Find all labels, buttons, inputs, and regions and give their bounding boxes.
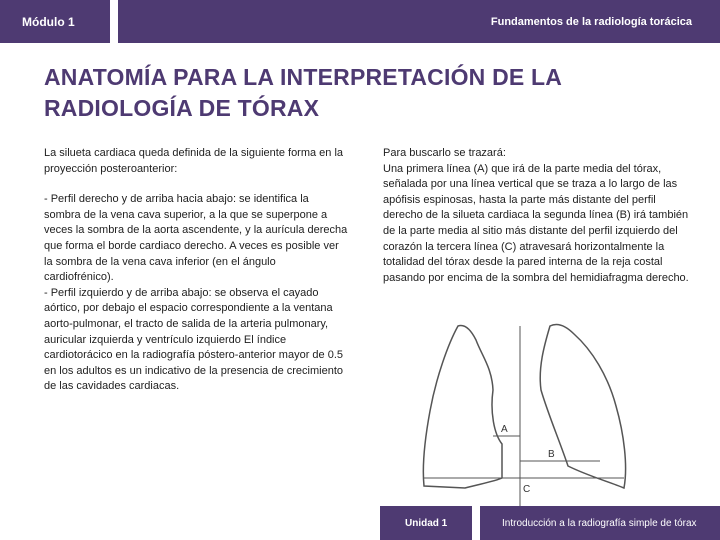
left-profile-paragraph: - Perfil izquierdo y de arriba abajo: se observa el cayado aórtico, por debajo el espacio correspondiente a la ventana aorto-pulmonar, el tracto de salida de la arteria pulmonary, auricular izquierda y ventrículo izquierdo El índice cardiotorácico en la radiografía póstero-anterior mayor de 0.5 en los adultos es un indicativo de la presencia de crecimiento de las cavidades cardiacas. [44,286,344,393]
module-label: Módulo 1 [22,14,75,29]
header-bar [0,0,720,43]
slide-title-line-1: ANATOMÍA PARA LA INTERPRETACIÓN DE LA [44,64,563,90]
footer-bar [380,506,720,540]
footer-divider [472,506,480,540]
right-lung-outline [423,326,502,488]
slide-title-line-2: RADIOLOGÍA DE TÓRAX [44,95,320,121]
paragraph-gap [44,177,348,192]
label-b: B [548,449,555,460]
footer-course-title: Introducción a la radiografía simple de tórax [502,517,697,529]
right-text-column [383,146,689,286]
left-text-column [44,146,348,395]
left-lung-outline [540,324,625,488]
course-title: Fundamentos de la radiología torácica [490,15,692,28]
method-paragraph: Una primera línea (A) que irá de la parte media del tórax, señalada por una línea vertical que se traza a lo largo de las apófisis espinosas, hasta la parte más distante del perfil derecho de la silueta cardiaca la segunda línea (B) irá también de la parte media al sitio más distante del perfil izquierdo del corazón la tercera línea (C) atravesará horizontalmente la totalidad del tórax desde la pared interna de la reja costal pasando por encima de la sombra del hemidiafragma derecho. [383,162,689,284]
right-profile-paragraph: - Perfil derecho y de arriba hacia abajo: se identifica la sombra de la vena cava superior, a la que se superpone a veces la sombra de la aorta ascendente, y la aurícula derecha que forma el borde cardiaco derecho. A veces es posible ver la sombra de la vena cava inferior (en el ángulo cardiofrénico). [44,193,348,284]
header-divider [110,0,118,43]
intro-paragraph: La silueta cardiaca queda definida de la siguiente forma en la proyección posteroanterior: [44,147,344,175]
label-a: A [501,424,508,435]
label-c: C [523,484,531,495]
slide-title [44,62,644,124]
chest-outline-diagram [410,316,646,510]
method-heading: Para buscarlo se trazará: [383,147,506,159]
unit-label: Unidad 1 [405,517,448,529]
